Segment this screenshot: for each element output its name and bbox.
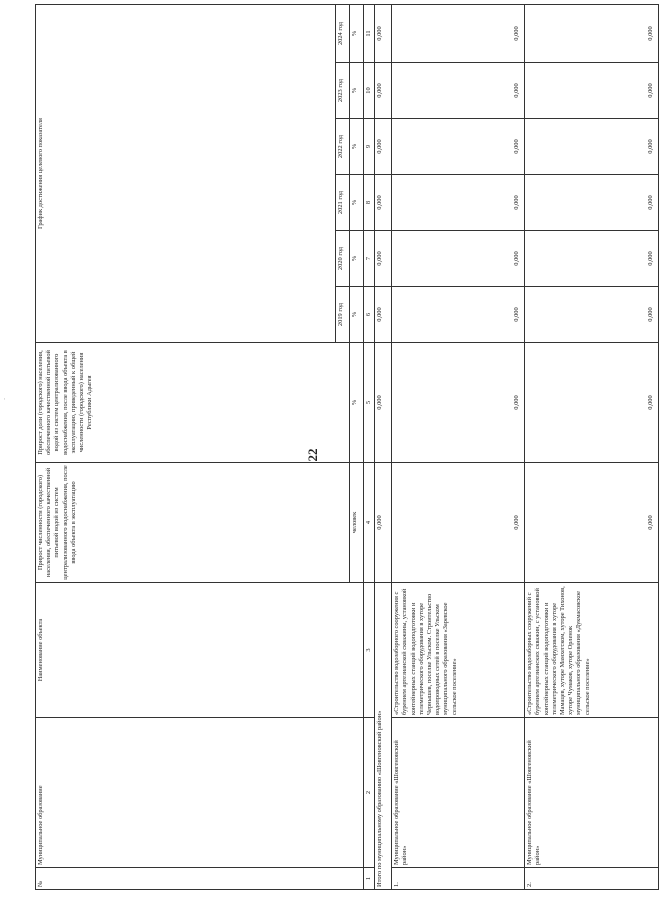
column-index: 1 xyxy=(364,868,375,890)
header-year: 2024 год xyxy=(336,4,350,62)
row-value: 0,000 xyxy=(392,343,525,463)
row-value: 0,000 xyxy=(525,63,659,119)
row-value: 0,000 xyxy=(525,463,659,583)
row-value: 0,000 xyxy=(392,175,525,231)
column-index: 2 xyxy=(364,718,375,868)
row-municipality: Муниципальное образование «Шовгеновский район» xyxy=(392,718,525,868)
row-object: «Строительство водозаборных сооружений с бурением артезианских скважин, с установкой контейнерных станций водоподготовки и телеметрического оборудования в хуторе Мамацев, хуторе Мамхегском, хуторе Тихонов, хуторе Чумаков, хуторе Орленок муниципального образования «Дукмасовское сельское поселение» xyxy=(525,583,659,718)
unit-percent: % xyxy=(350,63,364,119)
row-value: 0,000 xyxy=(392,4,525,62)
row-value: 0,000 xyxy=(525,4,659,62)
row-value: 0,000 xyxy=(525,287,659,343)
total-label: Итого по муниципальному образованию «Шовгеновский район» xyxy=(375,583,392,890)
unit-persons: человек xyxy=(350,463,364,583)
unit-percent: % xyxy=(350,287,364,343)
total-row xyxy=(375,4,392,889)
column-index: 6 xyxy=(364,287,375,343)
column-index: 7 xyxy=(364,231,375,287)
total-value: 0,000 xyxy=(375,287,392,343)
total-value: 0,000 xyxy=(375,343,392,463)
row-value: 0,000 xyxy=(525,343,659,463)
column-index: 5 xyxy=(364,343,375,463)
column-index: 3 xyxy=(364,583,375,718)
column-index: 8 xyxy=(364,175,375,231)
unit-percent: % xyxy=(350,231,364,287)
column-index: 11 xyxy=(364,4,375,62)
header-year: 2022 год xyxy=(336,119,350,175)
target-indicator-table xyxy=(35,4,659,890)
page-number: 22 xyxy=(305,448,320,462)
header-year: 2021 год xyxy=(336,175,350,231)
row-value: 0,000 xyxy=(392,463,525,583)
unit-percent: % xyxy=(350,4,364,62)
table-row xyxy=(392,4,525,889)
header-municipality: Муниципальное образование xyxy=(36,718,364,868)
row-value: 0,000 xyxy=(392,119,525,175)
header-growth-abs: Прирост численности (городского) населения, обеспеченного качественной питьевой водой из систем централизованного водоснабжения, после ввода объекта в эксплуатацию xyxy=(36,463,350,583)
header-schedule: График достижения целевого показателя xyxy=(36,4,336,342)
rotated-page xyxy=(35,5,654,890)
header-year: 2023 год xyxy=(336,63,350,119)
row-value: 0,000 xyxy=(525,231,659,287)
table-row xyxy=(525,4,659,889)
total-value: 0,000 xyxy=(375,175,392,231)
row-value: 0,000 xyxy=(392,287,525,343)
total-value: 0,000 xyxy=(375,63,392,119)
unit-percent: % xyxy=(350,175,364,231)
total-value: 0,000 xyxy=(375,463,392,583)
row-value: 0,000 xyxy=(392,231,525,287)
column-index: 9 xyxy=(364,119,375,175)
row-value: 0,000 xyxy=(525,175,659,231)
margin-mark: · xyxy=(1,397,10,401)
unit-percent: % xyxy=(350,343,364,463)
header-object-name: Наименование объекта xyxy=(36,583,364,718)
row-num: 1. xyxy=(392,868,525,890)
row-municipality: Муниципальное образование «Шовгеновский район» xyxy=(525,718,659,868)
row-object: «Строительство водозаборного сооружения с бурением артезианской скважины, установкой контейнерных станций водоподготовки и телеметрического оборудования в хуторе Чернышев, поселке Ульском. Строительство водопроводных сетей в поселке Ульском муниципального образования «Заревское сельское поселение» xyxy=(392,583,525,718)
total-value: 0,000 xyxy=(375,231,392,287)
row-value: 0,000 xyxy=(392,63,525,119)
column-index: 4 xyxy=(364,463,375,583)
total-value: 0,000 xyxy=(375,119,392,175)
row-num: 2. xyxy=(525,868,659,890)
header-year: 2020 год xyxy=(336,231,350,287)
column-index: 10 xyxy=(364,63,375,119)
header-year: 2019 год xyxy=(336,287,350,343)
total-value: 0,000 xyxy=(375,4,392,62)
header-num: № xyxy=(36,868,364,890)
unit-percent: % xyxy=(350,119,364,175)
header-growth-pct: Прирост доли (городского) населения, обеспеченного качественной питьевой водой из систем централизованного водоснабжения, после ввода объекта в эксплуатацию, приведенный к общей численности (городского) населения Республики Адыгея xyxy=(36,343,350,463)
row-value: 0,000 xyxy=(525,119,659,175)
